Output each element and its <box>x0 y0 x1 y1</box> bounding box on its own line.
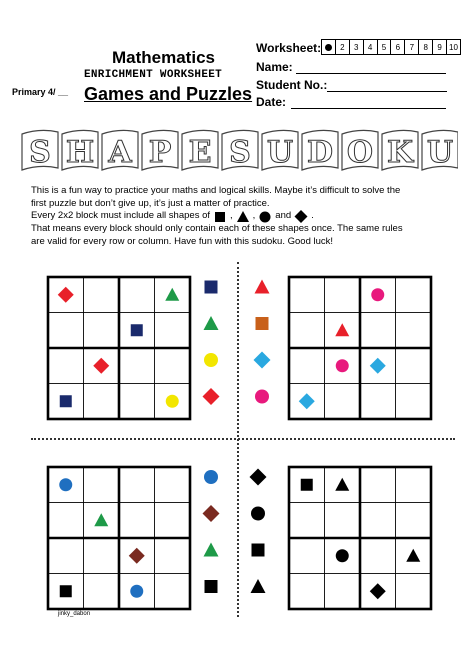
primary-class-label: Primary 4/ __ <box>12 87 69 97</box>
sudoku-cell[interactable] <box>360 538 396 574</box>
worksheet-subtitle: ENRICHMENT WORKSHEET <box>84 69 223 81</box>
sudoku-cell[interactable] <box>396 503 432 539</box>
diamond-icon <box>250 469 267 486</box>
sudoku-cell[interactable] <box>84 538 120 574</box>
instructions-line: first puzzle but don’t give up, it’s just a matter of practice. <box>31 197 270 209</box>
sudoku-cell[interactable] <box>396 277 432 313</box>
sudoku-grid <box>48 467 190 609</box>
sudoku-grid <box>289 467 431 609</box>
diamond-icon <box>203 505 220 522</box>
sudoku-cell[interactable] <box>84 574 120 610</box>
triangle-icon <box>255 280 270 294</box>
sudoku-cell[interactable] <box>119 384 155 420</box>
sudoku-cell[interactable] <box>396 313 432 349</box>
circle-icon <box>130 585 143 598</box>
worksheet-number-box[interactable]: 5 <box>378 40 392 54</box>
sudoku-cell[interactable] <box>48 313 84 349</box>
circle-icon <box>251 507 265 521</box>
author-credit: jinky_dabon <box>58 611 91 617</box>
sudoku-cell[interactable] <box>325 503 361 539</box>
instructions-text: . <box>311 210 314 222</box>
sudoku-cell[interactable] <box>155 574 191 610</box>
circle-icon <box>204 353 218 367</box>
sudoku-cell[interactable] <box>84 313 120 349</box>
sudoku-cell[interactable] <box>396 384 432 420</box>
shape-key <box>254 280 271 404</box>
circle-icon <box>255 390 269 404</box>
circle-icon <box>59 478 72 491</box>
banner-letter: U <box>266 135 294 170</box>
sudoku-cell[interactable] <box>119 467 155 503</box>
triangle-icon <box>251 579 266 593</box>
instructions-text: Every 2x2 block must include all shapes of <box>31 210 211 222</box>
banner-letter: H <box>65 135 95 170</box>
sudoku-cell[interactable] <box>289 574 325 610</box>
banner-letter: O <box>346 135 374 170</box>
banner-letter: U <box>426 135 454 170</box>
square-icon <box>256 317 269 330</box>
worksheet-heading: Games and Puzzles <box>84 84 253 104</box>
sudoku-cell[interactable] <box>325 277 361 313</box>
banner-letter: K <box>386 135 414 170</box>
name-label: Name: <box>256 60 293 74</box>
banner-letter: P <box>148 135 172 170</box>
sudoku-cell[interactable] <box>119 277 155 313</box>
square-icon <box>205 281 218 294</box>
sudoku-grid <box>289 277 431 419</box>
square-icon <box>131 324 143 336</box>
sudoku-cell[interactable] <box>155 467 191 503</box>
banner-letter: S <box>29 135 51 170</box>
square-icon <box>252 544 265 557</box>
sudoku-cell[interactable] <box>325 574 361 610</box>
sudoku-cell[interactable] <box>119 503 155 539</box>
diamond-icon <box>203 388 220 405</box>
sudoku-cell[interactable] <box>155 538 191 574</box>
square-icon <box>60 395 72 407</box>
sudoku-cell[interactable] <box>84 277 120 313</box>
sudoku-cell[interactable] <box>48 348 84 384</box>
sudoku-cell[interactable] <box>396 574 432 610</box>
worksheet-number-box[interactable]: 9 <box>433 40 447 54</box>
sudoku-cell[interactable] <box>396 467 432 503</box>
banner-letter: D <box>306 135 334 170</box>
sudoku-cell[interactable] <box>155 503 191 539</box>
sudoku-cell[interactable] <box>360 384 396 420</box>
circle-icon <box>204 470 218 484</box>
instructions-text: and <box>275 210 292 222</box>
sudoku-cell[interactable] <box>155 313 191 349</box>
instructions-line: are valid for every row or column. Have fun with this sudoku. Good luck! <box>31 235 334 247</box>
sudoku-cell[interactable] <box>360 503 396 539</box>
sudoku-cell[interactable] <box>84 384 120 420</box>
square-icon <box>301 479 313 491</box>
banner-letter: A <box>108 135 132 170</box>
instructions-line: This is a fun way to practice your maths and logical skills. Maybe it’s difficult to solve the <box>31 185 401 196</box>
triangle-icon <box>204 316 219 330</box>
student-no-label: Student No.: <box>256 78 328 92</box>
sudoku-cell[interactable] <box>360 313 396 349</box>
triangle-icon <box>204 543 219 557</box>
worksheet-number-box[interactable]: 6 <box>391 40 405 54</box>
sudoku-grid <box>48 277 190 419</box>
worksheet-number-box[interactable]: 10 <box>449 42 458 52</box>
sudoku-cell[interactable] <box>289 348 325 384</box>
date-label: Date: <box>256 95 287 109</box>
worksheet-number-box[interactable]: 7 <box>405 40 419 54</box>
banner-letter: S <box>229 135 251 170</box>
worksheet-number-box[interactable]: 4 <box>364 40 378 54</box>
sudoku-cell[interactable] <box>360 467 396 503</box>
circle-icon <box>166 395 179 408</box>
sudoku-cell[interactable] <box>155 348 191 384</box>
sudoku-cell[interactable] <box>289 538 325 574</box>
worksheet-title: Mathematics <box>112 48 215 67</box>
instructions-line: That means every block should only contain each of these shapes once. The same rules <box>31 223 403 234</box>
circle-icon <box>336 359 349 372</box>
square-icon <box>60 585 72 597</box>
sudoku-cell[interactable] <box>289 313 325 349</box>
banner-letter: E <box>188 135 212 170</box>
worksheet-number-box[interactable]: 3 <box>350 40 364 54</box>
square-icon <box>205 580 218 593</box>
sudoku-cell[interactable] <box>84 467 120 503</box>
sudoku-cell[interactable] <box>289 277 325 313</box>
sudoku-cell[interactable] <box>48 503 84 539</box>
sudoku-cell[interactable] <box>119 348 155 384</box>
worksheet-number-box[interactable]: 8 <box>419 40 433 54</box>
sudoku-cell[interactable] <box>396 348 432 384</box>
sudoku-cell[interactable] <box>325 384 361 420</box>
sudoku-cell[interactable] <box>289 503 325 539</box>
worksheet-label: Worksheet: <box>256 41 322 55</box>
sudoku-cell[interactable] <box>48 538 84 574</box>
instructions-text: , <box>252 210 256 222</box>
shape-key <box>203 281 220 406</box>
circle-icon <box>336 549 349 562</box>
diamond-icon <box>254 352 271 369</box>
worksheet-number-box[interactable]: 2 <box>336 40 350 54</box>
circle-icon <box>371 288 384 301</box>
shape-key <box>250 469 267 594</box>
shape-key <box>203 470 220 593</box>
instructions-text: , <box>230 210 233 222</box>
